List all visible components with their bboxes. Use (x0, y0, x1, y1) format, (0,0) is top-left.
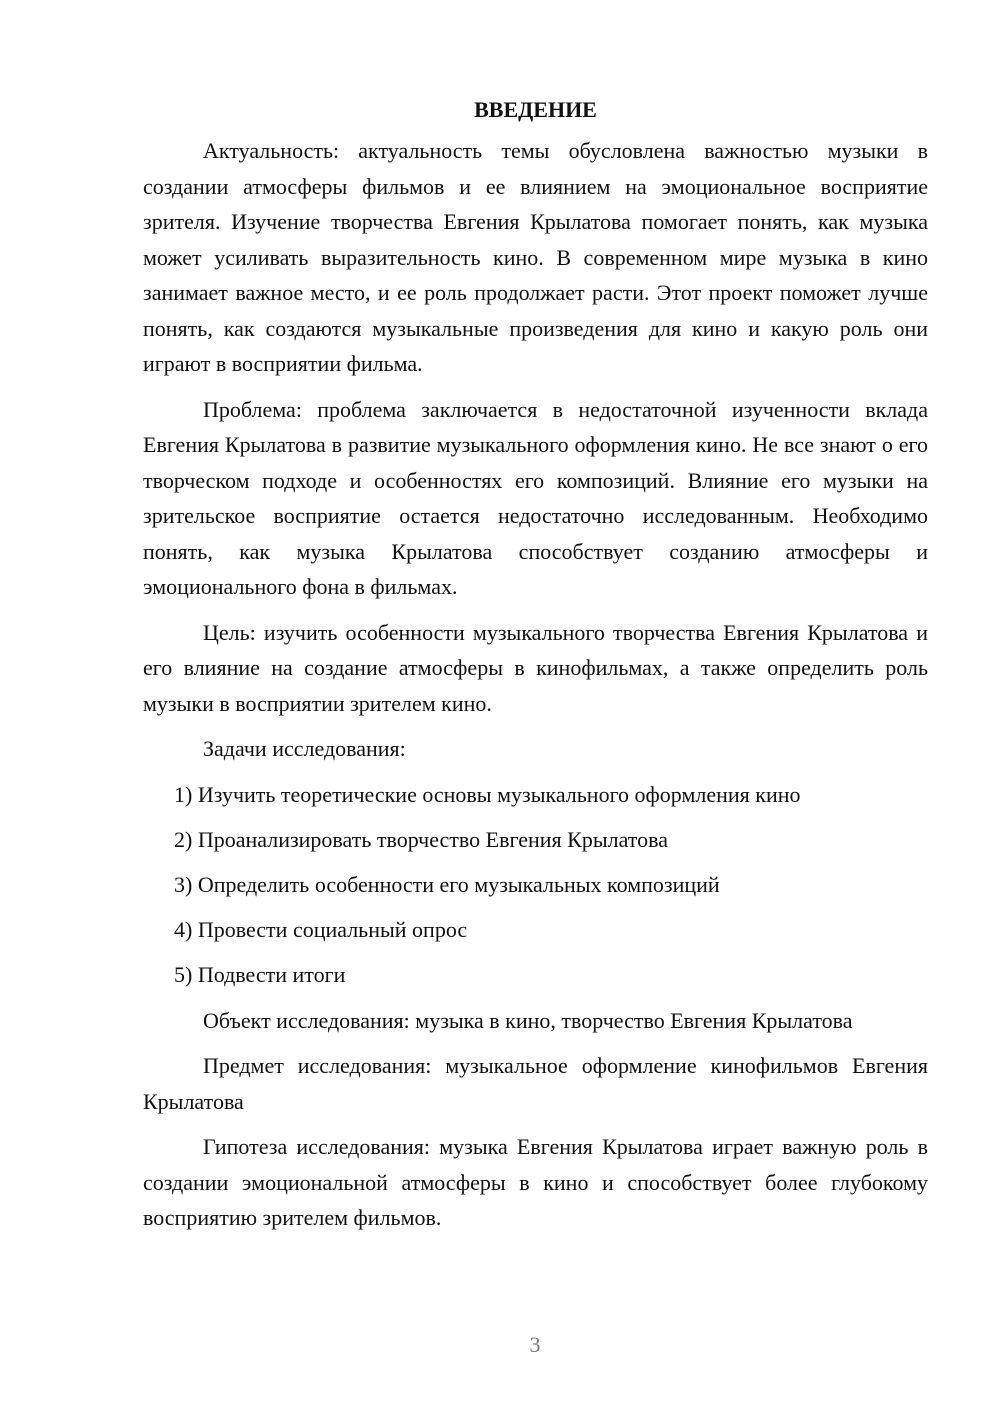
list-item: 1) Изучить теоретические основы музыкального оформления кино (174, 781, 801, 807)
relevance-paragraph: Актуальность: актуальность темы обусловлена важностью музыки в создании атмосферы фильмов и ее влиянием на эмоциональное восприятие зрителя. Изучение творчества Евгения Крылатова помогает понять, как музыка может усиливать выразительность кино. В современном мире музыка в кино занимает важное место, и ее роль продолжает расти. Этот проект поможет лучше понять, как создаются музыкальные произведения для кино и какую роль они играют в восприятии фильма. (143, 138, 928, 376)
section-title: ВВЕДЕНИЕ (474, 97, 597, 122)
hypothesis-paragraph: Гипотеза исследования: музыка Евгения Крылатова играет важную роль в создании эмоциональной атмосферы в кино и способствует более глубокому восприятию зрителем фильмов. (143, 1134, 928, 1231)
tasks-heading: Задачи исследования: (203, 736, 406, 761)
research-object-paragraph: Объект исследования: музыка в кино, творчество Евгения Крылатова (203, 1007, 853, 1033)
page-number: 3 (529, 1332, 541, 1357)
research-tasks-list (143, 777, 928, 993)
list-item: 2) Проанализировать творчество Евгения Крылатова (174, 826, 668, 852)
list-item: 5) Подвести итоги (174, 962, 346, 988)
research-subject-paragraph: Предмет исследования: музыкальное оформление кинофильмов Евгения Крылатова (143, 1053, 928, 1114)
page-content (143, 93, 928, 1246)
problem-paragraph: Проблема: проблема заключается в недостаточной изученности вклада Евгения Крылатова в развитие музыкального оформления кино. Не все знают о его творческом подходе и особенностях его композиций. Влияние его музыки на зрительское восприятие остается недостаточно исследованным. Необходимо понять, как музыка Крылатова способствует созданию атмосферы и эмоционального фона в фильмах. (143, 396, 928, 599)
goal-paragraph: Цель: изучить особенности музыкального творчества Евгения Крылатова и его влияние на создание атмосферы в кинофильмах, а также определить роль музыки в восприятии зрителем кино. (143, 619, 928, 716)
list-item: 3) Определить особенности его музыкальных композиций (174, 871, 720, 897)
list-item: 4) Провести социальный опрос (174, 917, 468, 943)
